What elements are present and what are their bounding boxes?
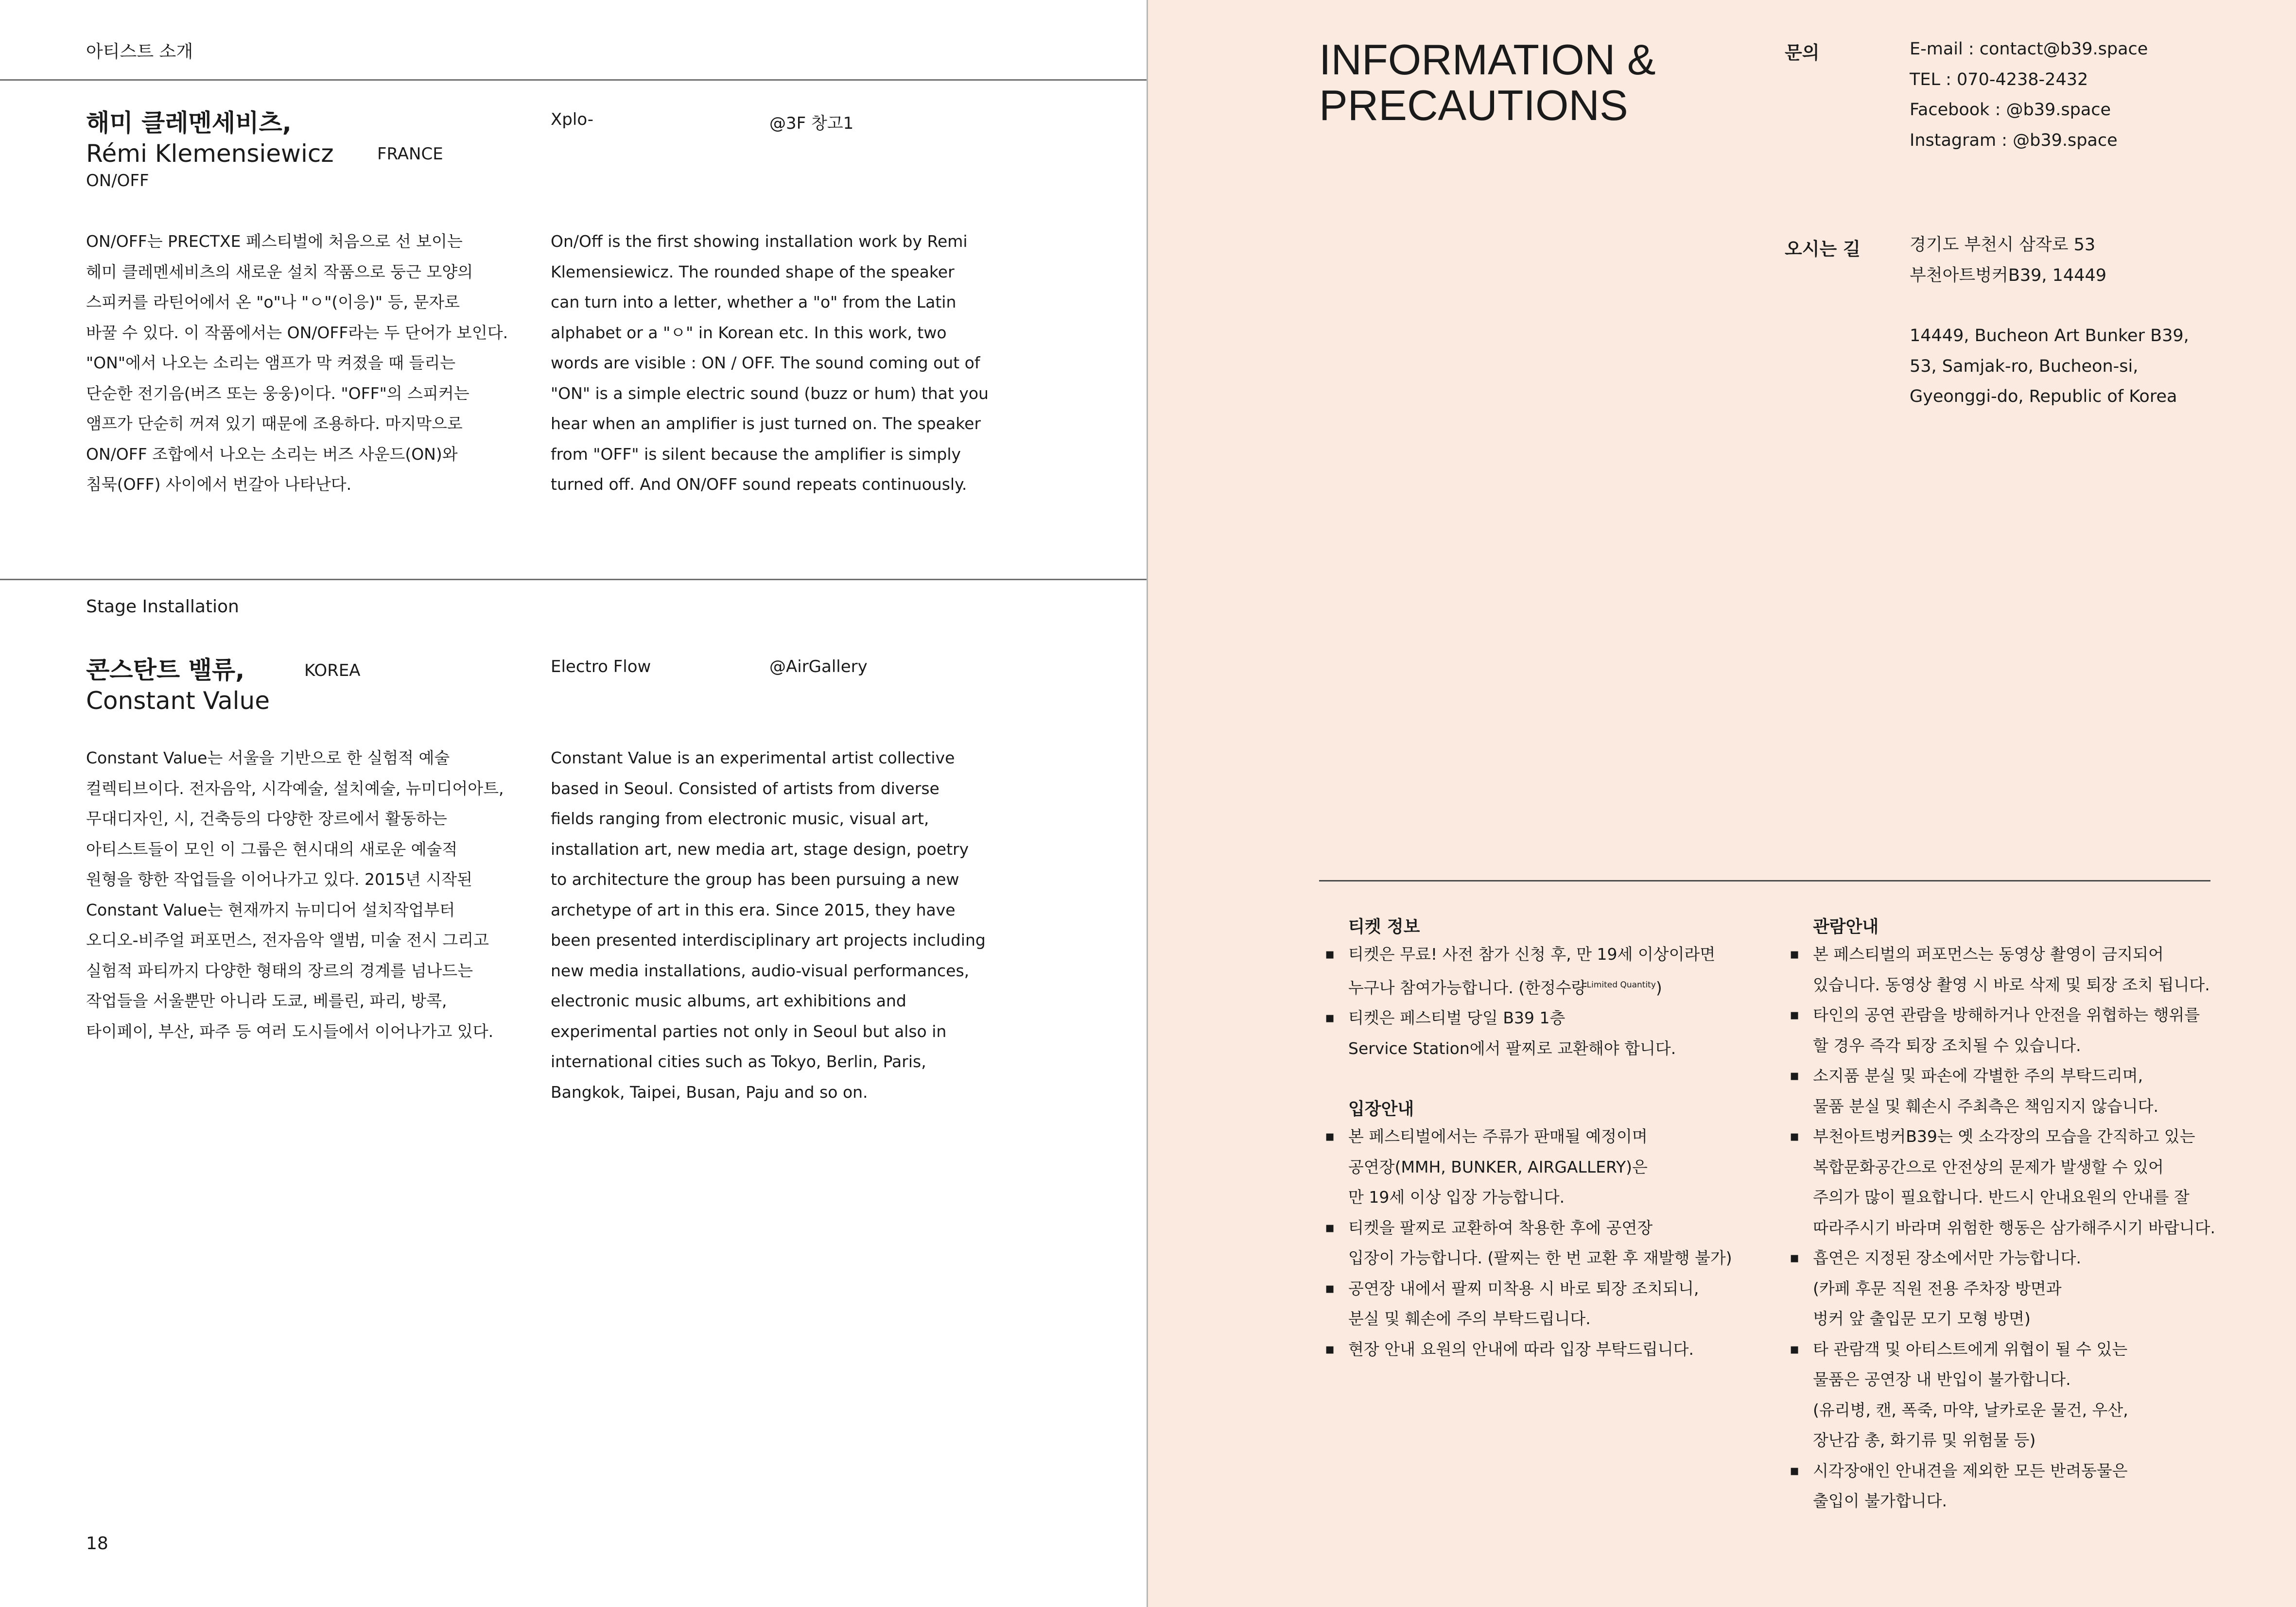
entry-list bbox=[1325, 1122, 1732, 1365]
text-line: ▪ 타 관람객 및 아티스트에게 위협이 될 수 있는 bbox=[1813, 1339, 2128, 1359]
contact-line: E-mail : contact@b39.space bbox=[1910, 39, 2148, 59]
list-item bbox=[1790, 1334, 2215, 1456]
entry-heading: 입장안내 bbox=[1348, 1100, 1414, 1119]
artist2-country: KOREA bbox=[304, 661, 361, 680]
list-item bbox=[1325, 939, 1715, 1003]
contact-line: Facebook : @b39.space bbox=[1910, 100, 2111, 120]
text-line: can turn into a letter, whether a "o" from the Latin bbox=[551, 293, 957, 311]
address-en bbox=[1910, 321, 2189, 412]
artist1-description-ko bbox=[86, 226, 508, 500]
text-line: 컬렉티브이다. 전자음악, 시각예술, 설치예술, 뉴미디어아트, bbox=[86, 778, 504, 798]
page-number: 18 bbox=[86, 1534, 108, 1554]
text-line: 바꿀 수 있다. 이 작품에서는 ON/OFF라는 두 단어가 보인다. bbox=[86, 323, 508, 342]
list-item bbox=[1790, 939, 2215, 1000]
text-line: ON/OFF 조합에서 나오는 소리는 버즈 사운드(ON)와 bbox=[86, 444, 458, 464]
text-line: turned off. And ON/OFF sound repeats continuously. bbox=[551, 475, 967, 494]
address-line: 14449, Bucheon Art Bunker B39, bbox=[1910, 326, 2189, 346]
artist1-program: Xplo- bbox=[551, 110, 594, 129]
text-line: been presented interdisciplinary art projects including bbox=[551, 931, 986, 950]
text-line: ▪ 본 페스티벌의 퍼포먼스는 동영상 촬영이 금지되어 bbox=[1813, 945, 2164, 964]
artist2-name-ko: 콘스탄트 밸류, bbox=[86, 656, 245, 684]
text-line: 실험적 파티까지 다양한 형태의 장르의 경계를 넘나드는 bbox=[86, 961, 473, 980]
list-item bbox=[1325, 1274, 1732, 1334]
text-line: Constant Value is an experimental artist collective bbox=[551, 748, 955, 767]
list-item bbox=[1790, 1122, 2215, 1243]
text-line: 만 19세 이상 입장 가능합니다. bbox=[1348, 1188, 1565, 1207]
text-line: 물품은 공연장 내 반입이 불가합니다. bbox=[1813, 1370, 2071, 1389]
text-line: ▪ 현장 안내 요원의 안내에 따라 입장 부탁드립니다. bbox=[1348, 1339, 1694, 1359]
artist2-program: Electro Flow bbox=[551, 657, 651, 676]
text-line: 무대디자인, 시, 건축등의 다양한 장르에서 활동하는 bbox=[86, 809, 447, 828]
text-line: ▪ 타인의 공연 관람을 방해하거나 안전을 위협하는 행위를 bbox=[1813, 1005, 2200, 1024]
text-line: "ON" is a simple electric sound (buzz or hum) that you bbox=[551, 383, 989, 403]
text-line: 물품 분실 및 훼손시 주최측은 책임지지 않습니다. bbox=[1813, 1096, 2158, 1116]
text-line: Service Station에서 팔찌로 교환해야 합니다. bbox=[1348, 1038, 1676, 1058]
text-line: ▪ 부천아트벙커B39는 옛 소각장의 모습을 간직하고 있는 bbox=[1813, 1127, 2195, 1146]
text-line: 단순한 전기음(버즈 또는 웅웅)이다. "OFF"의 스피커는 bbox=[86, 383, 470, 403]
info-rule bbox=[1319, 880, 2210, 881]
contact-line: TEL : 070-4238-2432 bbox=[1910, 69, 2088, 89]
text-line: ▪ 티켓을 팔찌로 교환하여 착용한 후에 공연장 bbox=[1348, 1218, 1653, 1237]
text-line: archetype of art in this era. Since 2015, they have bbox=[551, 900, 956, 919]
text-line: 원형을 향한 작업들을 이어나가고 있다. 2015년 시작된 bbox=[86, 870, 472, 889]
running-header: 아티스트 소개 bbox=[86, 42, 193, 62]
text-line: to architecture the group has been pursuing a new bbox=[551, 870, 959, 889]
text-line: "ON"에서 나오는 소리는 앰프가 막 켜졌을 때 들리는 bbox=[86, 353, 456, 372]
text-line: ▪ 소지품 분실 및 파손에 각별한 주의 부탁드리며, bbox=[1813, 1066, 2143, 1085]
artist1-name-ko: 해미 클레멘세비츠, bbox=[86, 109, 292, 137]
list-item bbox=[1790, 1243, 2215, 1334]
text-line: 출입이 불가합니다. bbox=[1813, 1491, 1948, 1510]
list-item bbox=[1325, 1334, 1732, 1365]
text-line: 복합문화공간으로 안전상의 문제가 발생할 수 있어 bbox=[1813, 1157, 2164, 1176]
text-line: 타이페이, 부산, 파주 등 여러 도시들에서 이어나가고 있다. bbox=[86, 1021, 494, 1041]
text-line: words are visible : ON / OFF. The sound coming out of bbox=[551, 353, 980, 372]
text-line: 작업들을 서울뿐만 아니라 도쿄, 베를린, 파리, 방콕, bbox=[86, 991, 447, 1010]
text-line: On/Off is the first showing installation work by Remi bbox=[551, 232, 968, 251]
text-line: (유리병, 캔, 폭죽, 마약, 날카로운 물건, 우산, bbox=[1813, 1400, 2128, 1419]
contact-list bbox=[1910, 34, 2148, 156]
text-line: ▪ 티켓은 페스티벌 당일 B39 1층 bbox=[1348, 1008, 1565, 1027]
list-item bbox=[1790, 1061, 2215, 1122]
text-segment: 누구나 참여가능합니다. (한정수량 bbox=[1348, 978, 1587, 997]
artist2-venue: @AirGallery bbox=[769, 657, 868, 676]
text-line: ▪ 티켓은 무료! 사전 참가 신청 후, 만 19세 이상이라면 bbox=[1348, 945, 1716, 964]
text-line bbox=[1348, 970, 1715, 1003]
text-line: (카페 후문 직원 전용 주차장 방면과 bbox=[1813, 1279, 2062, 1298]
artist1-description-en bbox=[551, 226, 989, 500]
text-segment: ) bbox=[1655, 978, 1662, 997]
text-line: 앰프가 단순히 꺼져 있기 때문에 조용하다. 마지막으로 bbox=[86, 414, 463, 433]
text-line: 입장이 가능합니다. (팔찌는 한 번 교환 후 재발행 불가) bbox=[1348, 1248, 1732, 1267]
text-line: Bangkok, Taipei, Busan, Paju and so on. bbox=[551, 1082, 868, 1102]
address-line: Gyeonggi-do, Republic of Korea bbox=[1910, 387, 2177, 406]
artist2-description-ko bbox=[86, 743, 504, 1047]
address-line: 경기도 부천시 삼작로 53 bbox=[1910, 235, 2096, 255]
text-line: 할 경우 즉각 퇴장 조치될 수 있습니다. bbox=[1813, 1036, 2081, 1055]
text-line: 있습니다. 동영상 촬영 시 바로 삭제 및 퇴장 조치 됩니다. bbox=[1813, 975, 2210, 994]
list-item bbox=[1790, 1000, 2215, 1061]
limited-quantity-note: Limited Quantity bbox=[1586, 980, 1656, 990]
address-ko bbox=[1910, 230, 2106, 291]
text-line: ON/OFF는 PRECTXE 페스티벌에 처음으로 선 보이는 bbox=[86, 232, 463, 251]
page-title-line: PRECAUTIONS bbox=[1319, 81, 1628, 129]
text-line: Klemensiewicz. The rounded shape of the speaker bbox=[551, 262, 955, 281]
artist2-description-en bbox=[551, 743, 986, 1107]
text-line: experimental parties not only in Seoul but also in bbox=[551, 1021, 947, 1041]
list-item bbox=[1325, 1003, 1715, 1064]
ticket-heading: 티켓 정보 bbox=[1348, 917, 1420, 937]
text-line: 공연장(MMH, BUNKER, AIRGALLERY)은 bbox=[1348, 1157, 1648, 1176]
address-line: 부천아트벙커B39, 14449 bbox=[1910, 265, 2106, 285]
contact-line: Instagram : @b39.space bbox=[1910, 130, 2118, 150]
address-line: 53, Samjak-ro, Bucheon-si, bbox=[1910, 356, 2139, 376]
text-line: 따라주시기 바라며 위험한 행동은 삼가해주시기 바랍니다. bbox=[1813, 1218, 2216, 1237]
text-line: international cities such as Tokyo, Berlin, Paris, bbox=[551, 1052, 926, 1071]
list-item bbox=[1325, 1213, 1732, 1274]
text-line: 스피커를 라틴어에서 온 "o"나 "ㅇ"(이응)" 등, 문자로 bbox=[86, 293, 460, 311]
artist1-country: FRANCE bbox=[377, 144, 443, 164]
contact-label: 문의 bbox=[1785, 42, 1820, 63]
artist1-venue: @3F 창고1 bbox=[769, 114, 854, 133]
text-line: installation art, new media art, stage design, poetry bbox=[551, 839, 969, 859]
text-line: ▪ 본 페스티벌에서는 주류가 판매될 예정이며 bbox=[1348, 1127, 1648, 1146]
page-spine bbox=[1147, 0, 1148, 1607]
text-line: 벙커 앞 출입문 모기 모형 방면) bbox=[1813, 1309, 2031, 1328]
text-line: Constant Value는 현재까지 뉴미디어 설치작업부터 bbox=[86, 900, 455, 919]
list-item bbox=[1325, 1122, 1732, 1213]
text-line: 분실 및 훼손에 주의 부탁드립니다. bbox=[1348, 1309, 1591, 1328]
text-line: ▪ 시각장애인 안내견을 제외한 모든 반려동물은 bbox=[1813, 1461, 2128, 1480]
text-line: based in Seoul. Consisted of artists from diverse bbox=[551, 778, 939, 798]
ticket-list bbox=[1325, 939, 1715, 1064]
text-line: hear when an amplifier is just turned on. The speaker bbox=[551, 414, 981, 433]
artist2-name-en: Constant Value bbox=[86, 687, 270, 715]
text-line: fields ranging from electronic music, visual art, bbox=[551, 809, 929, 828]
text-line: ▪ 흡연은 지정된 장소에서만 가능합니다. bbox=[1813, 1248, 2082, 1267]
page-title-line: INFORMATION & bbox=[1319, 35, 1656, 84]
header-rule bbox=[0, 79, 1147, 81]
section-label: Stage Installation bbox=[86, 597, 239, 617]
artist1-name-en: Rémi Klemensiewicz bbox=[86, 139, 334, 168]
text-line: electronic music albums, art exhibitions and bbox=[551, 991, 906, 1010]
viewing-heading: 관람안내 bbox=[1813, 917, 1879, 937]
page-title bbox=[1319, 37, 1656, 128]
text-line: 오디오-비주얼 퍼포먼스, 전자음악 앨범, 미술 전시 그리고 bbox=[86, 931, 489, 950]
text-line: 장난감 총, 화기류 및 위험물 등) bbox=[1813, 1431, 2036, 1450]
text-line: 침묵(OFF) 사이에서 번갈아 나타난다. bbox=[86, 475, 352, 494]
text-line: alphabet or a "ㅇ" in Korean etc. In this work, two bbox=[551, 323, 947, 342]
text-line: from "OFF" is silent because the amplifier is simply bbox=[551, 444, 961, 464]
text-line: 주의가 많이 필요합니다. 반드시 안내요원의 안내를 잘 bbox=[1813, 1188, 2190, 1207]
artist1-work-title: ON/OFF bbox=[86, 171, 149, 190]
list-item bbox=[1790, 1456, 2215, 1517]
viewing-list bbox=[1790, 939, 2215, 1517]
directions-label: 오시는 길 bbox=[1785, 239, 1861, 259]
text-line: Constant Value는 서울을 기반으로 한 실험적 예술 bbox=[86, 748, 450, 767]
text-line: new media installations, audio-visual performances, bbox=[551, 961, 970, 980]
text-line: 아티스트들이 모인 이 그룹은 현시대의 새로운 예술적 bbox=[86, 839, 458, 859]
text-line: ▪ 공연장 내에서 팔찌 미착용 시 바로 퇴장 조치되니, bbox=[1348, 1279, 1699, 1298]
text-line: 헤미 클레멘세비츠의 새로운 설치 작품으로 둥근 모양의 bbox=[86, 262, 473, 281]
section-rule bbox=[0, 579, 1147, 580]
